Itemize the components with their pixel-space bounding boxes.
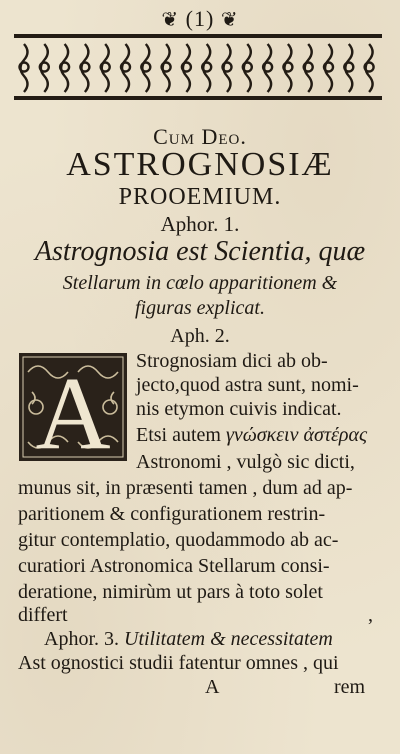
- folio-header: [0, 6, 400, 32]
- aphorism-3-line: [44, 628, 333, 651]
- text-line: Strognosiam dici ab ob-: [136, 350, 328, 372]
- dropcap-letter: A: [35, 356, 111, 462]
- definition-line-3: figuras explicat.: [135, 297, 265, 319]
- text-line: Ast ognostici studii fatentur omnes , qui: [18, 652, 339, 674]
- headpiece-motif: [224, 44, 231, 92]
- headpiece-motif: [264, 44, 271, 92]
- trailing-comma: ,: [368, 604, 373, 626]
- headpiece-motif: [142, 44, 149, 92]
- headpiece-motif: [325, 44, 332, 92]
- signature-mark: A: [205, 676, 220, 698]
- text-line: nis etymon cuivis indicat.: [136, 398, 342, 420]
- page-number: (1): [185, 6, 215, 31]
- headpiece-motif: [183, 44, 190, 92]
- text-line: jecto,quod astra sunt, nomi-: [136, 374, 359, 396]
- text-line: differt: [18, 604, 68, 626]
- aphorism-1-label: Aphor. 1.: [160, 212, 240, 236]
- page-title: ASTROGNOSIÆ: [66, 146, 334, 183]
- invocation: Cum Deo.: [153, 124, 247, 149]
- text-segment: Etsi autem: [136, 424, 221, 446]
- headpiece-motif: [41, 44, 48, 92]
- aphorism-3-italic: Utilitatem & necessitatem: [124, 628, 333, 650]
- headpiece-motif: [61, 44, 68, 92]
- text-line: munus sit, in præsenti tamen , dum ad ap-: [18, 477, 353, 499]
- aphorism-2-label: Aph. 2.: [170, 325, 230, 347]
- headpiece-motif: [284, 44, 291, 92]
- fleuron-left-icon: ❦: [161, 9, 180, 31]
- headpiece-motif: [305, 44, 312, 92]
- aphorism-3-label: Aphor. 3.: [44, 628, 119, 650]
- text-line-with-greek: [136, 424, 367, 447]
- headpiece-motif: [21, 44, 28, 92]
- definition-line-1: Astrognosia est Scientia, quæ: [34, 236, 366, 267]
- greek-phrase: γνώσκειν ἀστέρας: [225, 424, 368, 446]
- text-line: curatiori Astronomica Stellarum consi-: [18, 555, 330, 577]
- text-line: deratione, nimirùm ut pars à toto solet: [18, 581, 323, 603]
- headpiece-motif: [163, 44, 170, 92]
- text-line: gitur contemplatio, quodammodo ab ac-: [18, 529, 339, 551]
- headpiece-motif: [244, 44, 251, 92]
- headpiece-motif: [366, 44, 373, 92]
- headpiece-motif: [122, 44, 129, 92]
- ornamental-headpiece: [14, 34, 382, 100]
- text-line: paritionem & configurationem restrin-: [18, 503, 326, 525]
- text-line: Astronomi , vulgò sic dicti,: [136, 451, 355, 473]
- headpiece-motif: [345, 44, 352, 92]
- page-subtitle: PROOEMIUM.: [118, 184, 282, 210]
- definition-line-2: Stellarum in cœlo apparitionem &: [62, 272, 338, 294]
- headpiece-motif: [102, 44, 109, 92]
- catchword: rem: [334, 676, 366, 698]
- fleuron-right-icon: ❦: [220, 9, 239, 31]
- decorated-initial: [18, 352, 128, 462]
- headpiece-motif: [203, 44, 210, 92]
- headpiece-motif: [81, 44, 88, 92]
